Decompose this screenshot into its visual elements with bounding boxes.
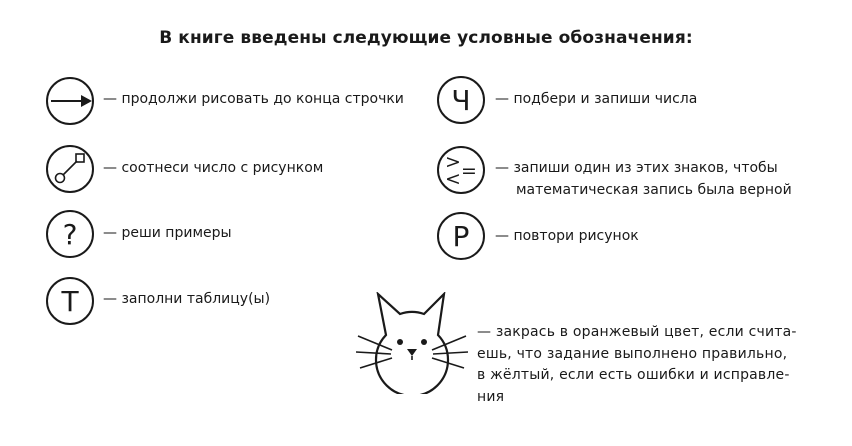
question-circle-icon [45,209,95,259]
page-title: В книге введены следующие условные обозначения: [159,28,693,48]
signs-legend-line-1: — запиши один из этих знаков, чтобы [495,160,778,176]
question-legend-text: — реши примеры [103,225,232,241]
cat-legend-line-3: в жёлтый, если есть ошибки и исправле- [477,367,790,383]
repeat-symbol: Р [452,220,470,253]
table-letter-icon [45,276,95,326]
repeat-letter-icon [436,211,486,261]
signs-legend-line-2: математическая запись была верной [516,182,792,198]
cat-legend-text [477,322,817,408]
question-symbol: ? [62,218,78,251]
match-legend-text: — соотнеси число с рисунком [103,160,324,176]
cat-legend-line-4: ния [477,388,505,405]
cat-legend-line-2: ешь, что задание выполнено правильно, [477,345,788,362]
less-sign: < [445,168,461,190]
cat-legend-line-1: — закрась в оранжевый цвет, если счита- [477,324,797,340]
table-legend-text: — заполни таблицу(ы) [103,291,271,307]
numbers-legend-text: — подбери и запиши числа [495,91,698,107]
repeat-legend-text: — повтори рисунок [495,228,639,244]
numbers-symbol: Ч [451,84,471,117]
greater-sign: > [445,151,461,173]
numbers-letter-icon [436,75,486,125]
equals-sign: = [461,160,477,182]
cat-icon [356,292,468,394]
arrow-legend-text: — продолжи рисовать до конца строчки [103,91,404,107]
compare-signs-icon [436,145,486,195]
match-connector-icon [45,144,95,194]
arrow-circle-icon [45,76,95,126]
table-symbol: Т [61,285,79,318]
